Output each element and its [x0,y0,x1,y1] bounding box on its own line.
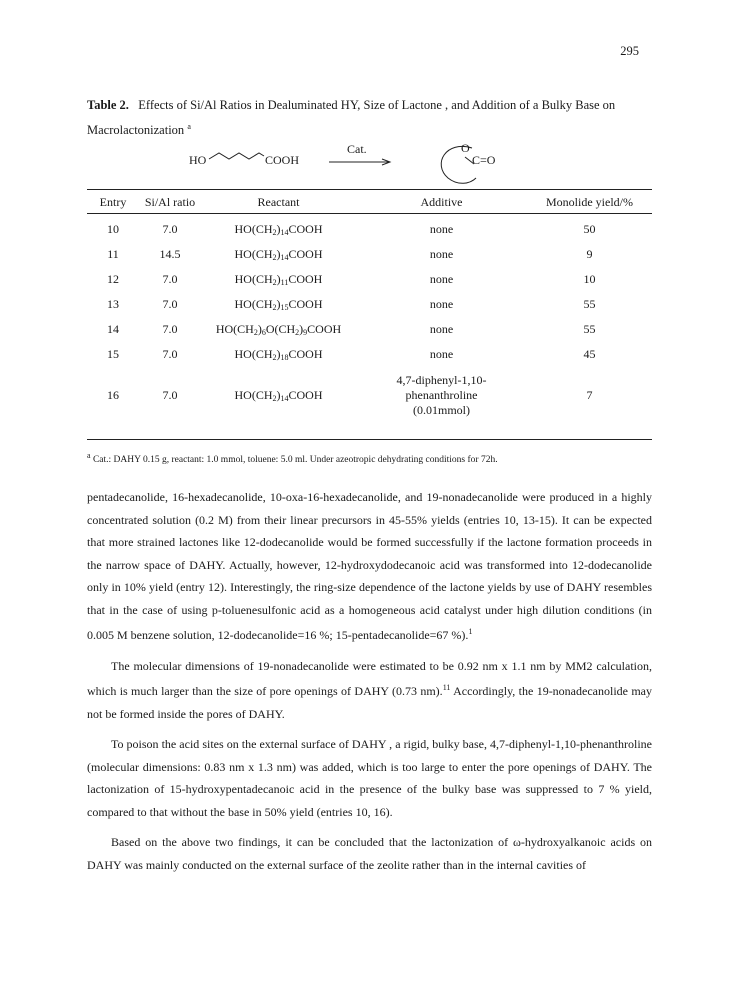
cell-yield: 50 [583,222,596,236]
cell-entry: 12 [107,272,119,286]
cell-entry: 10 [107,222,119,236]
cell-yield: 7 [586,387,593,402]
cell-ratio: 7.0 [162,272,178,286]
table-header-row [87,191,652,213]
paragraph: To poison the acid sites on the external surface of DAHY , a rigid, bulky base, 4,7-diphenyl-1,10-phenanthroline (molecular dimensions: 0.83 nm x 1.3 nm) was added, which is too large to enter the pore openings of DAHY. The lactonization of 15-hydroxypentadecanoic acid in the presence of the bulky base was suppressed to 7 % yield, compared to that without the base in 50% yield (entries 10, 16). [87,737,652,819]
cell-ratio: 7.0 [162,387,178,402]
cell-ratio: 7.0 [162,297,178,311]
cell-entry: 13 [107,297,119,311]
cell-reactant: $HO(CH_2)_{11}COOH$ [234,272,323,287]
scheme-reactant-ho: HO [189,153,207,167]
table-caption-text: Effects of Si/Al Ratios in Dealuminated HY, Size of Lactone , and Addition of a Bulky Base on Macrolactonization [87,98,616,138]
header-entry: Entry [99,194,127,209]
cell-ratio: 14.5 [159,247,181,261]
cell-reactant: $HO(CH_2)_{15}COOH$ [234,297,323,312]
cell-additive: none [429,222,454,236]
table-footnote [87,451,498,465]
table-row [87,292,652,317]
cell-reactant: $HO(CH_2)_{14}COOH$ [234,387,323,403]
paragraph: Based on the above two findings, it can be concluded that the lactonization of ω-hydroxyalkanoic acids on DAHY was mainly conducted on the external surface of the zeolite rather than in the internal cavities of [87,835,652,872]
cell-additive: none [429,272,454,286]
header-reactant: Reactant [257,194,300,209]
cell-ratio: 7.0 [162,347,178,361]
table-row [87,217,652,242]
cell-reactant: $HO(CH_2)_{18}COOH$ [234,347,323,362]
results-table [87,191,652,423]
cell-yield: 10 [583,272,596,286]
cell-yield: 55 [583,322,596,336]
ring-oxygen: O [461,141,470,155]
scheme-reactant-cooh: COOH [265,153,300,167]
cell-additive: 4,7-diphenyl-1,10- phenanthroline (0.01mmol) [396,372,487,417]
table-caption [87,94,652,141]
header-yield: Monolide yield/% [546,194,633,209]
cell-reactant: $HO(CH_2)_{14}COOH$ [234,222,323,237]
cell-ratio: 7.0 [162,222,178,236]
paragraph: pentadecanolide, 16-hexadecanolide, 10-oxa-16-hexadecanolide, and 19-nonadecanolide were produced in a highly concentrated solution (0.2 M) from their linear precursors in 45-55% yields (entries 10, 13-15). It can be expected that more strained lactones like 12-dodecanolide would be formed successfully if the lactone formation proceeds in the narrow space of DAHY. Actually, however, 12-hydroxydodecanoic acid was transformed into 12-dodecanolide only in 10% yield (entry 12). Interestingly, the ring-size dependence of the lactone yields by use of DAHY resembles that in the case of using p-toluenesulfonic acid as a homogeneous acid catalyst under high dilution conditions (in 0.005 M benzene solution, 12-dodecanolide=16 %; 15-pentadecanolide=67 %).$^1$ [87,490,652,642]
cell-yield: 9 [586,247,593,261]
cell-entry: 11 [107,247,119,261]
body-text [87,486,652,876]
cell-additive: none [429,322,454,336]
cell-additive: none [429,297,454,311]
cell-yield: 45 [583,347,596,361]
citation-ref: 11 [442,683,451,692]
table-row [87,342,652,367]
table-bottom-rule [87,439,652,440]
table-row [87,317,652,342]
header-additive: Additive [420,194,463,209]
reaction-scheme [0,140,731,186]
table-row [87,267,652,292]
table-row [87,367,652,423]
caption-footnote-mark: a [187,122,191,131]
scheme-catalyst: Cat. [347,142,367,156]
page-number: 295 [620,44,639,58]
table-row [87,242,652,267]
paragraph: The molecular dimensions of 19-nonadecanolide were estimated to be 0.92 nm x 1.1 nm by MM2 calculation, which is much larger than the size of pore openings of DAHY (0.73 nm).$^{11}$ Accordingly, the 19-nonadecanolide may not be formed inside the pores of DAHY. [87,658,653,721]
reaction-arrow [327,158,393,168]
ring-carbonyl: C=O [472,153,496,167]
footnote-mark: a [87,451,91,460]
table-label: Table 2. [87,98,129,112]
cell-additive: none [429,247,454,261]
cell-reactant: $HO(CH_2)_{14}COOH$ [234,247,323,262]
cell-entry: 15 [107,347,119,361]
table-top-rule [87,189,652,190]
cell-yield: 55 [583,297,596,311]
citation-ref: 1 [468,627,473,636]
cell-reactant: $HO(CH_2)_6O(CH_2)_9COOH$ [215,322,342,337]
chain-zigzag [207,150,265,164]
cell-additive: none [429,347,454,361]
cell-entry: 16 [107,387,119,402]
footnote-text: Cat.: DAHY 0.15 g, reactant: 1.0 mmol, toluene: 5.0 ml. Under azeotropic dehydrating conditions for 72h. [92,455,498,466]
cell-ratio: 7.0 [162,322,178,336]
cell-entry: 14 [107,322,119,336]
header-si-al-ratio: Si/Al ratio [144,194,196,209]
